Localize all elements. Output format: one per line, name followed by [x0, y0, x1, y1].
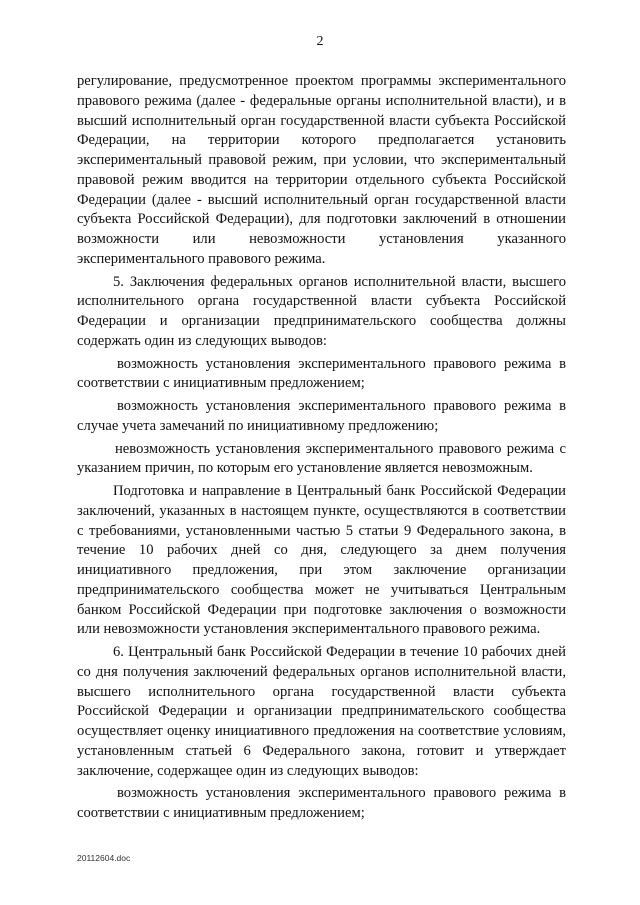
paragraph-preparation: Подготовка и направление в Центральный банк Российской Федерации заключений, указанных в настоящем пункте, осуществляются в соответствии с требованиями, установленными частью 5 статьи 9 Федерального закона, в течение 10 рабочих дней со дня, следующего за днем получения инициативного предложения, при этом заключение организации предпринимательского сообщества может не учитываться Центральным банком Российской Федерации при подготовке заключения о возможности или невозможности установления экспериментального правового режима. [77, 483, 566, 638]
paragraph-continuation: регулирование, предусмотренное проектом программы экспериментального правового режима (далее - федеральные органы исполнительной власти), и в высший исполнительный орган государственной власти субъекта Российской Федерации, на территории которого предполагается установить экспериментальный правовой режим, при условии, что экспериментальный правовой режим вводится на территории отдельного субъекта Российской Федерации (далее - высший исполнительный орган государственной власти субъекта Российской Федерации), для подготовки заключений в отношении возможности или невозможности установления указанного экспериментального правового режима. [77, 73, 566, 267]
paragraph-item-5: 5. Заключения федеральных органов исполнительной власти, высшего исполнительного органа государственной власти субъекта Российской Федерации и организации предпринимательского сообщества должны содержать один из следующих выводов: [77, 273, 566, 349]
page-number: 2 [316, 34, 324, 49]
document-body [77, 72, 566, 824]
list-item-conclusion-2: возможность установления экспериментального правового режима в случае учета замечаний по инициативному предложению; [77, 398, 566, 434]
paragraph-item-6: 6. Центральный банк Российской Федерации в течение 10 рабочих дней со дня получения заключений федеральных органов исполнительной власти, высшего исполнительного органа государственной власти субъекта Российской Федерации и организации предпринимательского сообщества осуществляет оценку инициативного предложения на соответствие условиям, установленным статьей 6 Федерального закона, готовит и утверждает заключение, содержащее один из следующих выводов: [77, 644, 566, 779]
file-code-footer: 20112604.doc [77, 853, 131, 863]
list-item-conclusion-3: невозможность установления экспериментального правового режима с указанием причин, по которым его установление является невозможным. [77, 440, 566, 477]
list-item-cb-conclusion-1: возможность установления экспериментального правового режима в соответствии с инициативным предложением; [77, 785, 566, 821]
list-item-conclusion-1: возможность установления экспериментального правового режима в соответствии с инициативным предложением; [77, 355, 566, 392]
